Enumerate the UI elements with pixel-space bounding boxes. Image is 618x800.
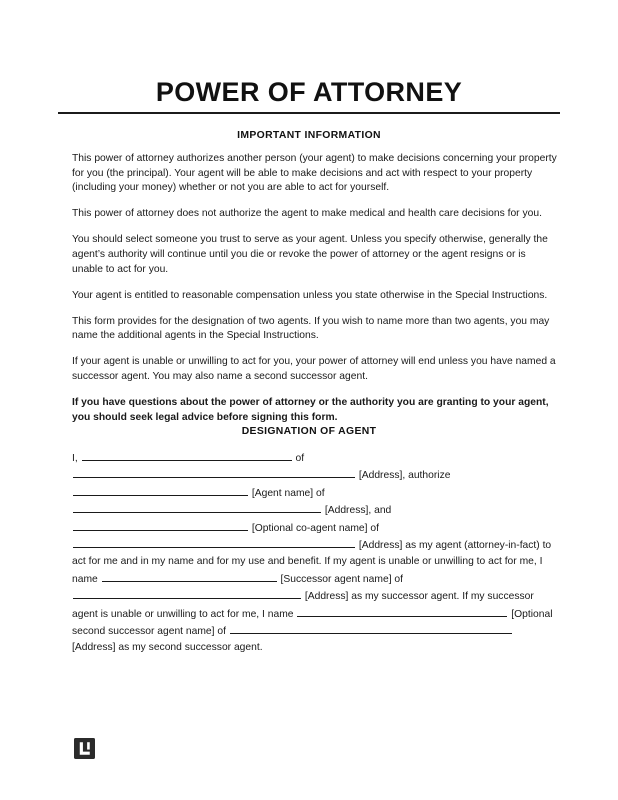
- designation-text: [Address] as my second successor agent.: [72, 642, 263, 654]
- title-divider: [58, 112, 560, 114]
- designation-text: [Address] as my successor agent. If my successor agent is unable or unwilling to act for me, I name: [72, 591, 534, 620]
- designation-text: [Optional second successor agent name] of: [72, 608, 553, 638]
- paragraph: This power of attorney does not authorize the agent to make medical and health care decisions for you.: [72, 208, 542, 220]
- designation-text: I,: [72, 453, 78, 464]
- fill-blank-successor-agent-name[interactable]: [102, 571, 277, 582]
- paragraph: You should select someone you trust to serve as your agent. Unless you specify otherwise, generally the agent’s authority will continue until you die or revoke the power of attorney or the agent resigns or is unable to act for you.: [72, 234, 548, 275]
- important-information-body: [72, 152, 557, 425]
- legal-advice-notice: If you have questions about the power of attorney or the authority you are granting to your agent, you should seek legal advice before signing this form.: [72, 397, 549, 423]
- page-title: POWER OF ATTORNEY: [155, 77, 463, 107]
- fill-blank-principal-name[interactable]: [82, 450, 292, 461]
- paragraph: Your agent is entitled to reasonable compensation unless you state otherwise in the Special Instructions.: [72, 289, 548, 301]
- designation-text: [Optional co-agent name] of: [251, 522, 379, 534]
- legal-templates-logo: [74, 738, 95, 759]
- fill-blank-agent-name[interactable]: [73, 485, 248, 496]
- paragraph: This power of attorney authorizes another person (your agent) to make decisions concerning your property for you (the principal). Your agent will be able to make decisions and act with respect to your property (including your money) whether or not you are able to act for yourself.: [72, 153, 557, 194]
- fill-blank-second-successor-agent-address[interactable]: [230, 623, 512, 634]
- section-heading-designation-of-agent: DESIGNATION OF AGENT: [241, 426, 377, 437]
- paragraph: If your agent is unable or unwilling to act for you, your power of attorney will end unless you have named a successor agent. You may also name a second successor agent.: [72, 356, 556, 383]
- designation-text: [Agent name] of: [251, 487, 325, 499]
- fill-blank-principal-address[interactable]: [73, 467, 355, 478]
- designation-text: of: [295, 453, 305, 464]
- fill-blank-agent-address[interactable]: [73, 502, 321, 513]
- fill-blank-second-successor-agent-name[interactable]: [297, 606, 507, 617]
- title-block: [58, 78, 560, 114]
- designation-text: [Address], and: [324, 505, 392, 517]
- designation-of-agent-body: [72, 450, 557, 657]
- fill-blank-co-agent-name[interactable]: [73, 520, 248, 531]
- designation-paragraph: [72, 450, 557, 657]
- paragraph: This form provides for the designation of two agents. If you wish to name more than two agents, you may name the additional agents in the Special Instructions.: [72, 315, 550, 342]
- designation-text: [Successor agent name] of: [280, 573, 404, 585]
- designation-text: [Address] as my agent (attorney-in-fact) to act for me and in my name and for my use and benefit. If my agent is unable or unwilling to act for me, I name: [72, 540, 552, 585]
- fill-blank-successor-agent-address[interactable]: [73, 588, 301, 599]
- fill-blank-co-agent-address[interactable]: [73, 537, 355, 548]
- section-heading-important-information: IMPORTANT INFORMATION: [237, 130, 381, 141]
- designation-text: [Address], authorize: [358, 470, 451, 482]
